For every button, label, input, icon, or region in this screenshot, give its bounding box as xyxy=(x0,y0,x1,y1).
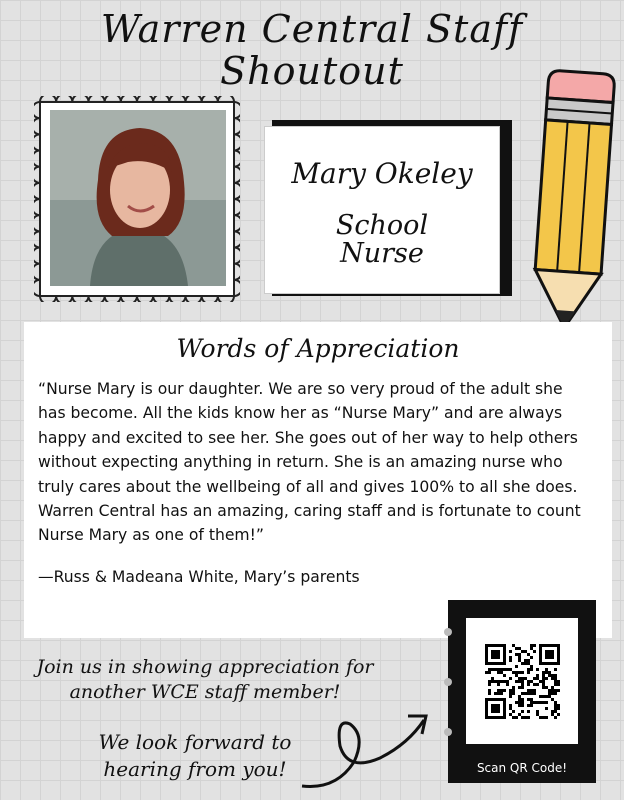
join-message xyxy=(20,655,390,705)
staff-role xyxy=(265,212,499,268)
join-line-2: another WCE staff member! xyxy=(69,681,341,703)
join-line-1: Join us in showing appreciation for xyxy=(36,656,374,678)
binder-ring xyxy=(444,628,452,636)
role-line-2: Nurse xyxy=(340,238,424,269)
curly-arrow-icon xyxy=(296,702,436,798)
qr-card[interactable] xyxy=(448,600,596,783)
appreciation-quote: “Nurse Mary is our daughter. We are so very proud of the adult she has become. All the kids know her as “Nurse Mary” and are always happy and excited to see her. She goes out of her way to help others without expecting anything in return. She is an amazing nurse who truly cares about the wellbeing of all and gives 100% to all she does. Warren Central has an amazing, caring staff and is fortunate to count Nurse Mary as one of them!” xyxy=(38,380,581,545)
quote-attribution: —Russ & Madeana White, Mary’s parents xyxy=(38,567,360,586)
title-line-1: Warren Central Staff xyxy=(100,7,524,51)
name-card xyxy=(264,126,500,294)
binder-ring xyxy=(444,728,452,736)
title-line-2: Shoutout xyxy=(220,49,404,93)
appreciation-heading: Words of Appreciation xyxy=(176,334,460,363)
look-line-2: hearing from you! xyxy=(103,757,287,781)
look-forward-message xyxy=(80,729,310,783)
appreciation-panel xyxy=(24,322,612,638)
binder-ring xyxy=(444,678,452,686)
qr-caption: Scan QR Code! xyxy=(476,761,568,775)
pencil-icon xyxy=(528,66,618,338)
look-line-1: We look forward to xyxy=(98,730,292,754)
role-line-1: School xyxy=(335,210,429,241)
staff-name: Mary Okeley xyxy=(291,157,473,190)
qr-code-frame xyxy=(466,618,578,744)
staff-photo xyxy=(50,110,226,286)
qr-code[interactable] xyxy=(466,618,578,744)
